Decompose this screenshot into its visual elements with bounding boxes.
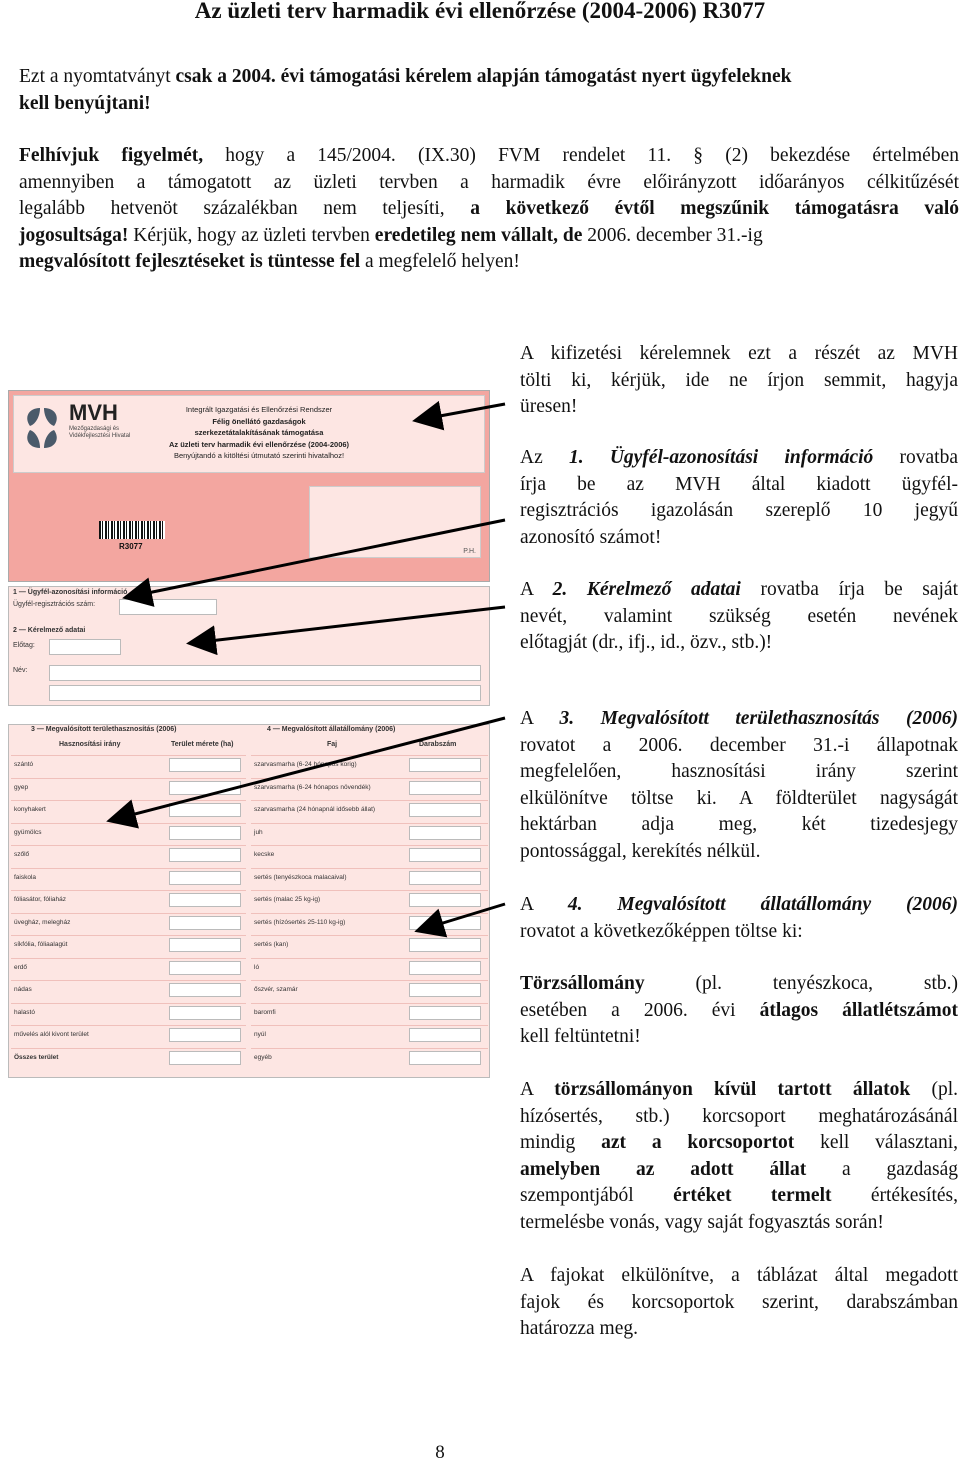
sec3-col2: Terület mérete (ha) bbox=[171, 741, 234, 748]
sec3-col1: Hasznosítási irány bbox=[59, 741, 121, 748]
mvh-logo-text: MVH bbox=[69, 400, 118, 425]
sec3-row: nádas bbox=[11, 980, 246, 999]
sec3-row: művelés alól kivont terület bbox=[11, 1025, 246, 1044]
sec4-row: szarvasmarha (24 hónapnál idősebb állat) bbox=[251, 800, 488, 819]
arrow-5 bbox=[420, 904, 505, 930]
sec1-field-label: Ügyfél-regisztrációs szám: bbox=[13, 601, 96, 608]
sec3-row: Összes terület bbox=[11, 1048, 246, 1067]
notice-text: Felhívjuk figyelmét, hogy a 145/2004. (IX.30) FVM rendelet 11. § (2) bekezdése értelmében amennyiben a támogatott az üzleti tervben a harmadik évre előirányzott időarányos célkitűzését legalább hetvenöt százalékban nem teljesíti, a következő évtől megszűnik támogatásra való jogosultsága! Kérjük, hogy az üzleti tervben eredetileg nem vállalt, de 2006. december 31.-ig megvalósított fejlesztéseket is tüntesse fel a megfelelő helyen! bbox=[19, 145, 959, 272]
sec3-row: konyhakert bbox=[11, 800, 246, 819]
note-torzsallomany: Törzsállomány (pl. tenyészkoca, stb.) esetében a 2006. évi átlagos állatlétszámot kell feltüntetni! bbox=[520, 973, 958, 1047]
sec4-row: őszvér, szamár bbox=[251, 980, 488, 999]
note-section-1: Az 1. Ügyfél-azonosítási információ rovatba írja be az MVH által kiadott ügyfél- regisztrációs igazolásán szereplő 10 jegyű azonosító számot! bbox=[520, 447, 958, 548]
sec3-row: síkfólia, fóliaalagút bbox=[11, 935, 246, 954]
sec3-row: üvegház, melegház bbox=[11, 913, 246, 932]
sec2-name-label: Név: bbox=[13, 667, 28, 674]
sec4-row: sertés (hízósertés 25-110 kg-ig) bbox=[251, 913, 488, 932]
sec3-row: szőlő bbox=[11, 845, 246, 864]
sec4-row: szarvasmarha (6-24 hónapos növendék) bbox=[251, 778, 488, 797]
sec3-row: faiskola bbox=[11, 868, 246, 887]
arrow-4 bbox=[112, 718, 505, 820]
sec1-title: 1 — Ügyfél-azonosítási információ bbox=[13, 589, 128, 596]
sec4-row: nyúl bbox=[251, 1025, 488, 1044]
sec4-row: ló bbox=[251, 958, 488, 977]
sec4-col2: Darabszám bbox=[419, 741, 457, 748]
sec3-row: erdő bbox=[11, 958, 246, 977]
sec3-row: gyümölcs bbox=[11, 823, 246, 842]
sec4-row: sertés (malac 25 kg-ig) bbox=[251, 890, 488, 909]
sec2-prefix-label: Előtag: bbox=[13, 642, 35, 649]
sec2-title: 2 — Kérelmező adatai bbox=[13, 627, 86, 634]
sec3-row: szántó bbox=[11, 755, 246, 774]
sec3-row: halastó bbox=[11, 1003, 246, 1022]
arrow-1 bbox=[418, 404, 505, 420]
sec3-row: gyep bbox=[11, 778, 246, 797]
page-number: 8 bbox=[435, 1442, 445, 1463]
mvh-logo-sub: Mezőgazdasági és Vidékfejlesztési Hivatal bbox=[69, 426, 131, 439]
arrow-3 bbox=[192, 607, 505, 643]
sec4-col1: Faj bbox=[327, 741, 338, 748]
note-fajok: A fajokat elkülönítve, a táblázat által megadott fajok és korcsoportok szerint, darabszámban határozza meg. bbox=[520, 1265, 958, 1339]
sec4-row: sertés (tenyészkoca malacaival) bbox=[251, 868, 488, 887]
sec4-row: juh bbox=[251, 823, 488, 842]
sec4-row: szarvasmarha (6-24 hónapos korig) bbox=[251, 755, 488, 774]
note-section-3: A 3. Megvalósított területhasznosítás (2006) rovatot a 2006. december 31.-i állapotnak megfelelően, hasznosítási irány szerint elkülönítve töltse ki. A földterület nagyságát hektárban adja meg, két tizedesjegy pontossággal, kerekítés nélkül. bbox=[520, 708, 958, 862]
sec4-title: 4 — Megvalósított állatállomány (2006) bbox=[267, 726, 396, 733]
arrow-2 bbox=[128, 520, 505, 597]
sec4-row: egyéb bbox=[251, 1048, 488, 1067]
note-section-4: A 4. Megvalósított állatállomány (2006) rovatot a következőképpen töltse ki: bbox=[520, 894, 958, 942]
sec4-row: sertés (kan) bbox=[251, 935, 488, 954]
sec3-row: fóliasátor, fóliaház bbox=[11, 890, 246, 909]
intro-text: Ezt a nyomtatványt csak a 2004. évi támogatási kérelem alapján támogatást nyert ügyfeleknek kell benyújtani! bbox=[19, 66, 792, 114]
sec4-row: baromfi bbox=[251, 1003, 488, 1022]
sec3-title: 3 — Megvalósított területhasznosítás (2006) bbox=[31, 726, 177, 733]
barcode-label: R3077 bbox=[119, 542, 143, 551]
page-title: Az üzleti terv harmadik évi ellenőrzése (2004-2006) R3077 bbox=[194, 0, 766, 23]
stamp-label: P.H. bbox=[463, 548, 476, 555]
note-section-2: A 2. Kérelmező adatai rovatba írja be saját nevét, valamint szükség esetén nevének előtagját (dr., ifj., id., özv., stb.)! bbox=[520, 579, 958, 653]
sec4-row: kecske bbox=[251, 845, 488, 864]
note-mvh: A kifizetési kérelemnek ezt a részét az MVH tölti ki, kérjük, ide ne írjon semmit, hagyja üresen! bbox=[520, 343, 958, 417]
form-header-text: Integrált Igazgatási és Ellenőrzési Rendszer Félig önellátó gazdaságok szerkezetátalakításának támogatása Az üzleti terv harmadik évi ellenőrzése (2004-2006) Benyújtandó a kitöltési útmutató szerinti hivatalhoz! bbox=[168, 405, 350, 460]
note-korcsoport: A törzsállományon kívül tartott állatok (pl. hízósertés, stb.) korcsoport meghatározásánál mindig azt a korcsoportot kell választani, amelyben az adott állat a gazdaság szempontjából értéket termelt értékesítés, termelésbe vonás, vagy saját fogyasztás során! bbox=[520, 1079, 959, 1233]
